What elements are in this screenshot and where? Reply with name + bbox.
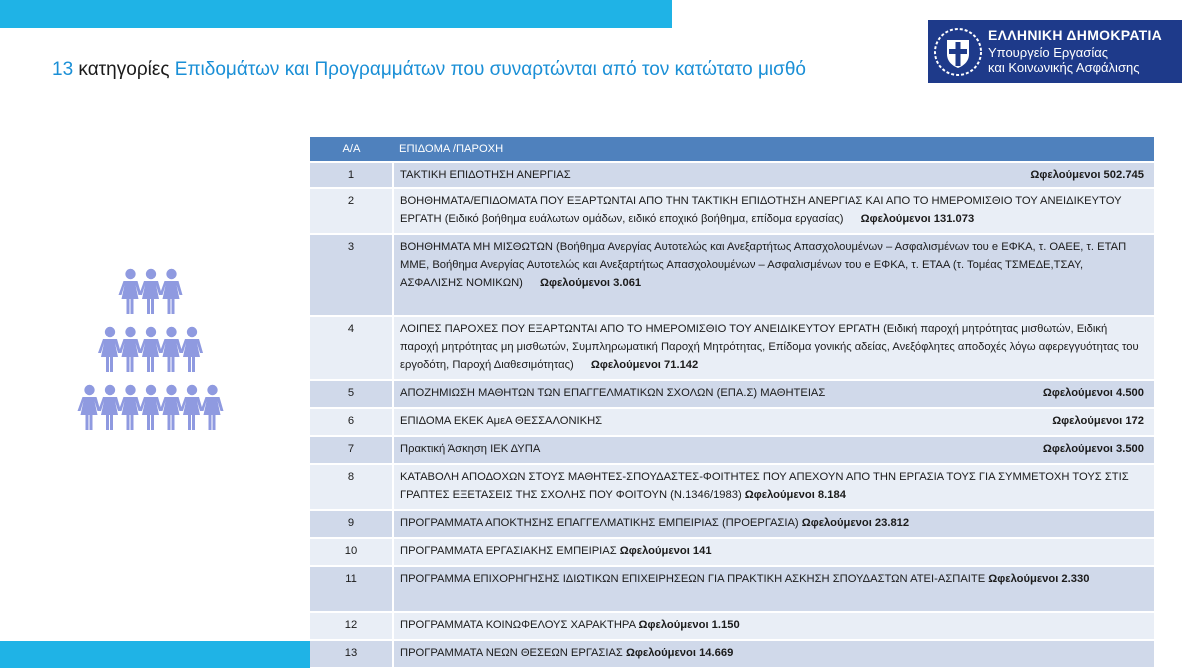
- title-mid: κατηγορίες: [78, 59, 170, 80]
- table-header-row: [310, 137, 1154, 162]
- logo-line-2: Υπουργείο Εργασίας: [988, 45, 1108, 61]
- row-description: [393, 612, 1154, 640]
- row-number: 9: [310, 510, 393, 538]
- table-row: [310, 316, 1154, 380]
- person-icon: [119, 385, 142, 430]
- logo-line-3: και Κοινωνικής Ασφάλισης: [988, 59, 1140, 75]
- person-icon: [160, 269, 183, 314]
- row-number: 10: [310, 538, 393, 566]
- table-row: [310, 464, 1154, 510]
- row-number: 8: [310, 464, 393, 510]
- benefit-text: ΤΑΚΤΙΚΗ ΕΠΙΔΟΤΗΣΗ ΑΝΕΡΓΙΑΣ: [400, 169, 571, 181]
- person-icon: [180, 385, 203, 430]
- row-number: 13: [310, 640, 393, 668]
- benefit-text: ΠΡΟΓΡΑΜΜΑΤΑ ΕΡΓΑΣΙΑΚΗΣ ΕΜΠΕΙΡΙΑΣ: [400, 545, 617, 557]
- benefit-text: ΠΡΟΓΡΑΜΜΑΤΑ ΝΕΩΝ ΘΕΣΕΩΝ ΕΡΓΑΣΙΑΣ: [400, 647, 623, 659]
- row-description: [393, 380, 1154, 408]
- greek-coat-of-arms-icon: [928, 20, 988, 83]
- column-header-benefit: ΕΠΙΔΟΜΑ /ΠΑΡΟΧΗ: [393, 137, 1154, 162]
- page-title: [52, 59, 806, 81]
- row-number: 11: [310, 566, 393, 612]
- row-number: 1: [310, 162, 393, 188]
- people-pyramid-icon: [74, 268, 228, 443]
- person-icon: [98, 327, 121, 372]
- row-number: 4: [310, 316, 393, 380]
- beneficiaries-count: Ωφελούμενοι 172: [1052, 415, 1144, 427]
- row-description: [393, 408, 1154, 436]
- table-row: [310, 380, 1154, 408]
- row-number: 2: [310, 188, 393, 234]
- table-row: [310, 510, 1154, 538]
- beneficiaries-count: Ωφελούμενοι 1.150: [638, 619, 740, 631]
- beneficiaries-count: Ωφελούμενοι 2.330: [988, 573, 1090, 585]
- person-icon: [119, 269, 142, 314]
- benefit-text: ΒΟΗΘΗΜΑΤΑ ΜΗ ΜΙΣΘΩΤΩΝ (Βοήθημα Ανεργίας Αυτοτελώς και Ανεξαρτήτως Απασχολουμένων – Ασφαλισμένων του e ΕΦΚΑ, τ. ΟΑΕΕ, τ. ΕΤΑΠ ΜΜΕ, Βοήθημα Ανεργίας Αυτοτελώς και Ανεξαρτήτως Απασχολουμένων – Ασφαλισμένων του e ΕΦΚΑ, τ. ΕΤΑΑ (τ. Τομέας ΤΣΜΕΔΕ,ΤΣΑΥ, ΑΣΦΑΛΙΣΗΣ ΝΟΜΙΚΩΝ): [400, 241, 1127, 289]
- row-description: [393, 510, 1154, 538]
- beneficiaries-count: Ωφελούμενοι 23.812: [801, 517, 910, 529]
- benefit-text: ΚΑΤΑΒΟΛΗ ΑΠΟΔΟΧΩΝ ΣΤΟΥΣ ΜΑΘΗΤΕΣ-ΣΠΟΥΔΑΣΤΕΣ-ΦΟΙΤΗΤΕΣ ΠΟΥ ΑΠΕΧΟΥΝ ΑΠΟ ΤΗΝ ΕΡΓΑΣΙΑ ΤΟΥΣ ΓΙΑ ΣΥΜΜΕΤΟΧΗ ΤΟΥΣ ΣΤΙΣ ΓΡΑΠΤΕΣ ΕΞΕΤΑΣΕΙΣ ΤΗΣ ΣΧΟΛΗΣ ΠΟΥ ΦΟΙΤΟΥΝ (Ν.1346/1983): [400, 471, 1129, 501]
- row-description: [393, 538, 1154, 566]
- row-description: [393, 234, 1154, 316]
- beneficiaries-count: Ωφελούμενοι 3.061: [540, 277, 642, 289]
- row-description: [393, 566, 1154, 612]
- title-rest: Επιδομάτων και Προγραμμάτων που συναρτώνται από τον κατώτατο μισθό: [174, 59, 806, 80]
- table-row: [310, 538, 1154, 566]
- benefit-text: ΑΠΟΖΗΜΙΩΣΗ ΜΑΘΗΤΩΝ ΤΩΝ ΕΠΑΓΓΕΛΜΑΤΙΚΩΝ ΣΧΟΛΩΝ (ΕΠΑ.Σ) ΜΑΘΗΤΕΙΑΣ: [400, 387, 826, 399]
- person-icon: [139, 327, 162, 372]
- person-icon: [119, 327, 142, 372]
- beneficiaries-count: Ωφελούμενοι 3.500: [1042, 443, 1144, 455]
- row-description: [393, 188, 1154, 234]
- top-accent-bar: [0, 0, 672, 28]
- benefit-text: ΛΟΙΠΕΣ ΠΑΡΟΧΕΣ ΠΟΥ ΕΞΑΡΤΩΝΤΑΙ ΑΠΟ ΤΟ ΗΜΕΡΟΜΙΣΘΙΟ ΤΟΥ ΑΝΕΙΔΙΚΕΥΤΟΥ ΕΡΓΑΤΗ (Ειδική παροχή μητρότητας μισθωτών, Ειδική παροχή μητρότητας μη μισθωτών, Συμπληρωματική Παροχή Μητρότητας, Επίδομα γονικής αδείας, Ανεξόφλητες αποδοχές λόγω αφερεγγυότητας του εργοδότη, Παροχή Διαθεσιμότητας): [400, 323, 1139, 371]
- table-row: [310, 612, 1154, 640]
- beneficiaries-count: Ωφελούμενοι 8.184: [744, 489, 846, 501]
- table-row: [310, 408, 1154, 436]
- benefit-text: Πρακτική Άσκηση ΙΕΚ ΔΥΠΑ: [400, 443, 541, 455]
- row-number: 3: [310, 234, 393, 316]
- table-row: [310, 640, 1154, 668]
- row-number: 6: [310, 408, 393, 436]
- beneficiaries-count: Ωφελούμενοι 71.142: [590, 359, 699, 371]
- benefits-table: [310, 137, 1154, 669]
- table-row: [310, 188, 1154, 234]
- table-row: [310, 436, 1154, 464]
- benefit-text: ΠΡΟΓΡΑΜΜΑ ΕΠΙΧΟΡΗΓΗΣΗΣ ΙΔΙΩΤΙΚΩΝ ΕΠΙΧΕΙΡΗΣΕΩΝ ΓΙΑ ΠΡΑΚΤΙΚΗ ΑΣΚΗΣΗ ΣΠΟΥΔΑΣΤΩΝ ΑΤΕΙ-ΑΣΠΑΙΤΕ: [400, 573, 986, 585]
- row-description: [393, 316, 1154, 380]
- benefit-text: ΒΟΗΘΗΜΑΤΑ/ΕΠΙΔΟΜΑΤΑ ΠΟΥ ΕΞΑΡΤΩΝΤΑΙ ΑΠΟ ΤΗΝ ΤΑΚΤΙΚΗ ΕΠΙΔΟΤΗΣΗ ΑΝΕΡΓΙΑΣ ΚΑΙ ΑΠΟ ΤΟ ΗΜΕΡΟΜΙΣΘΙΟ ΤΟΥ ΑΝΕΙΔΙΚΕΥΤΟΥ ΕΡΓΑΤΗ (Ειδικό βοήθημα ευάλωτων ομάδων, ειδικό εποχικό βοήθημα, επίδομα εργασίας): [400, 195, 1122, 225]
- column-header-aa: Α/Α: [310, 137, 393, 162]
- person-icon: [160, 385, 183, 430]
- row-description: [393, 640, 1154, 668]
- person-icon: [139, 385, 162, 430]
- beneficiaries-count: Ωφελούμενοι 4.500: [1042, 387, 1144, 399]
- person-icon: [201, 385, 224, 430]
- table-row: [310, 162, 1154, 188]
- row-number: 5: [310, 380, 393, 408]
- row-description: [393, 162, 1154, 188]
- ministry-logo: [928, 20, 1182, 83]
- benefit-text: ΠΡΟΓΡΑΜΜΑΤΑ ΚΟΙΝΩΦΕΛΟΥΣ ΧΑΡΑΚΤΗΡΑ: [400, 619, 636, 631]
- row-number: 12: [310, 612, 393, 640]
- row-description: [393, 464, 1154, 510]
- beneficiaries-count: Ωφελούμενοι 141: [619, 545, 712, 557]
- beneficiaries-count: Ωφελούμενοι 502.745: [1030, 169, 1144, 181]
- benefit-text: ΠΡΟΓΡΑΜΜΑΤΑ ΑΠΟΚΤΗΣΗΣ ΕΠΑΓΓΕΛΜΑΤΙΚΗΣ ΕΜΠΕΙΡΙΑΣ (ΠΡΟΕΡΓΑΣΙΑ): [400, 517, 799, 529]
- person-icon: [98, 385, 121, 430]
- table-row: [310, 566, 1154, 612]
- person-icon: [160, 327, 183, 372]
- person-icon: [139, 269, 162, 314]
- benefit-text: ΕΠΙΔΟΜΑ ΕΚΕΚ ΑμεΑ ΘΕΣΣΑΛΟΝΙΚΗΣ: [400, 415, 603, 427]
- person-icon: [180, 327, 203, 372]
- logo-line-1: ΕΛΛΗΝΙΚΗ ΔΗΜΟΚΡΑΤΙΑ: [988, 27, 1163, 43]
- table-row: [310, 234, 1154, 316]
- beneficiaries-count: Ωφελούμενοι 14.669: [625, 647, 734, 659]
- title-number: 13: [52, 59, 74, 80]
- person-icon: [78, 385, 101, 430]
- row-number: 7: [310, 436, 393, 464]
- beneficiaries-count: Ωφελούμενοι 131.073: [860, 213, 975, 225]
- row-description: [393, 436, 1154, 464]
